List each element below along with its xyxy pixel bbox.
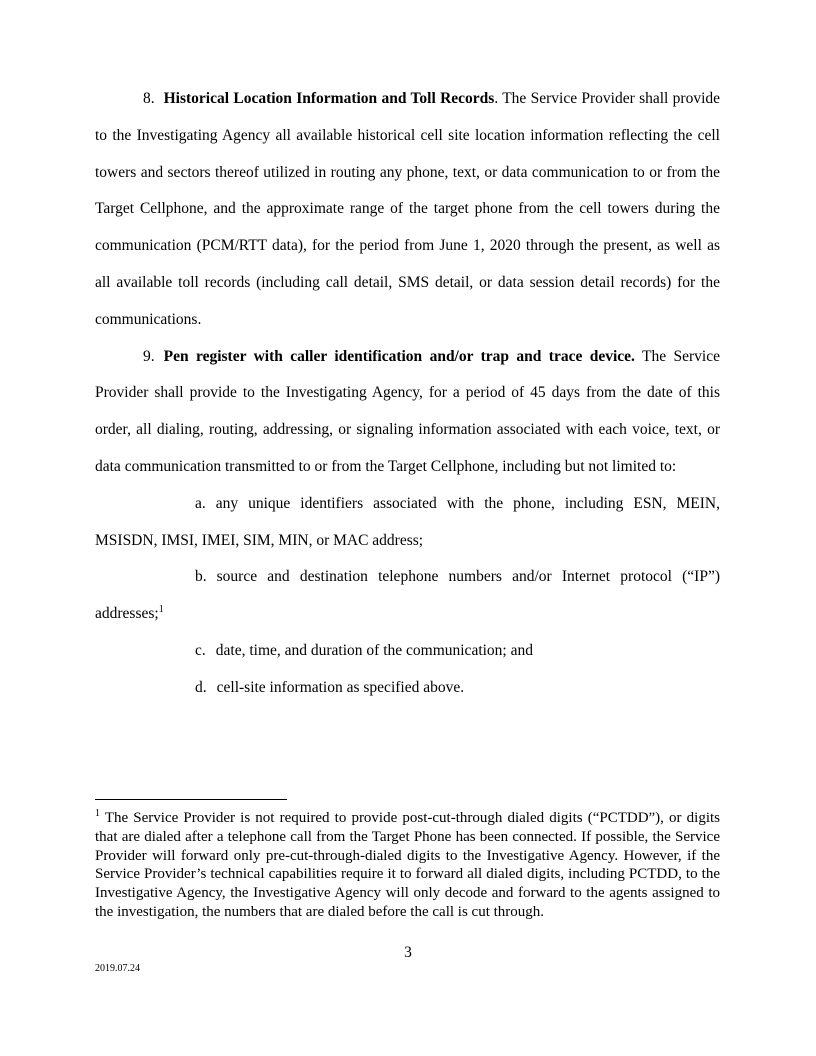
date-stamp: 2019.07.24: [95, 963, 140, 974]
paragraph-8-heading: Historical Location Information and Toll Records: [163, 90, 495, 107]
footnote-section: [95, 799, 720, 922]
paragraph-9: [95, 339, 720, 486]
list-item-d: [95, 670, 720, 707]
paragraph-8-text: . The Service Provider shall provide to the Investigating Agency all available historical cell site location information reflecting the cell towers and sectors thereof utilized in routing any phone, text, or data communication to or from the Target Cellphone, and the approximate range of the target phone from the cell towers during the communication (PCM/RTT data), for the period from June 1, 2020 through the present, as well as all available toll records (including call detail, SMS detail, or data session detail records) for the communications.: [95, 90, 721, 328]
paragraph-9-heading: Pen register with caller identification and/or trap and trace device.: [163, 347, 635, 365]
paragraph-8: [95, 81, 720, 339]
paragraph-9-text: The Service Provider shall provide to the Investigating Agency, for a period of 45 days from the date of this order, all dialing, routing, addressing, or signaling information associated with each voice, text, or data communication transmitted to or from the Target Cellphone, including but not limited to:: [95, 347, 720, 475]
page-number: 3: [404, 944, 412, 961]
list-item-c-text: date, time, and duration of the communication; and: [215, 641, 533, 659]
footnote-1: [95, 809, 720, 922]
footnote-1-marker: 1: [95, 808, 100, 819]
list-item-b-letter: b.: [195, 568, 207, 586]
paragraph-9-number: 9.: [143, 347, 155, 365]
list-item-d-letter: d.: [195, 678, 207, 696]
list-item-d-text: cell-site information as specified above.: [216, 678, 465, 696]
list-item-a-letter: a.: [195, 494, 206, 512]
footnote-separator: [95, 799, 287, 800]
list-item-c-letter: c.: [195, 641, 206, 659]
list-item-a-text: any unique identifiers associated with the phone, including ESN, MEIN, MSISDN, IMSI, IMEI, SIM, MIN, or MAC address;: [95, 494, 720, 549]
list-item-a: [95, 486, 720, 560]
list-item-c: [95, 633, 720, 670]
footnote-1-text: The Service Provider is not required to provide post-cut-through dialed digits (“PCTDD”), or digits that are dialed after a telephone call from the Target Phone has been connected. If possible, the Service Provider will forward only pre-cut-through-dialed digits to the Investigative Agency. However, if the Service Provider’s technical capabilities require it to forward all dialed digits, including PCTDD, to the Investigative Agency, the Investigative Agency will only decode and forward to the agents assigned to the investigation, the numbers that are dialed before the call is cut through.: [95, 810, 720, 920]
list-item-b-text: source and destination telephone numbers and/or Internet protocol (“IP”) addresses;: [95, 568, 720, 623]
paragraph-8-number: 8.: [143, 90, 155, 107]
footnote-reference: 1: [158, 604, 164, 615]
document-body: [95, 81, 720, 707]
list-item-b: [95, 559, 720, 633]
